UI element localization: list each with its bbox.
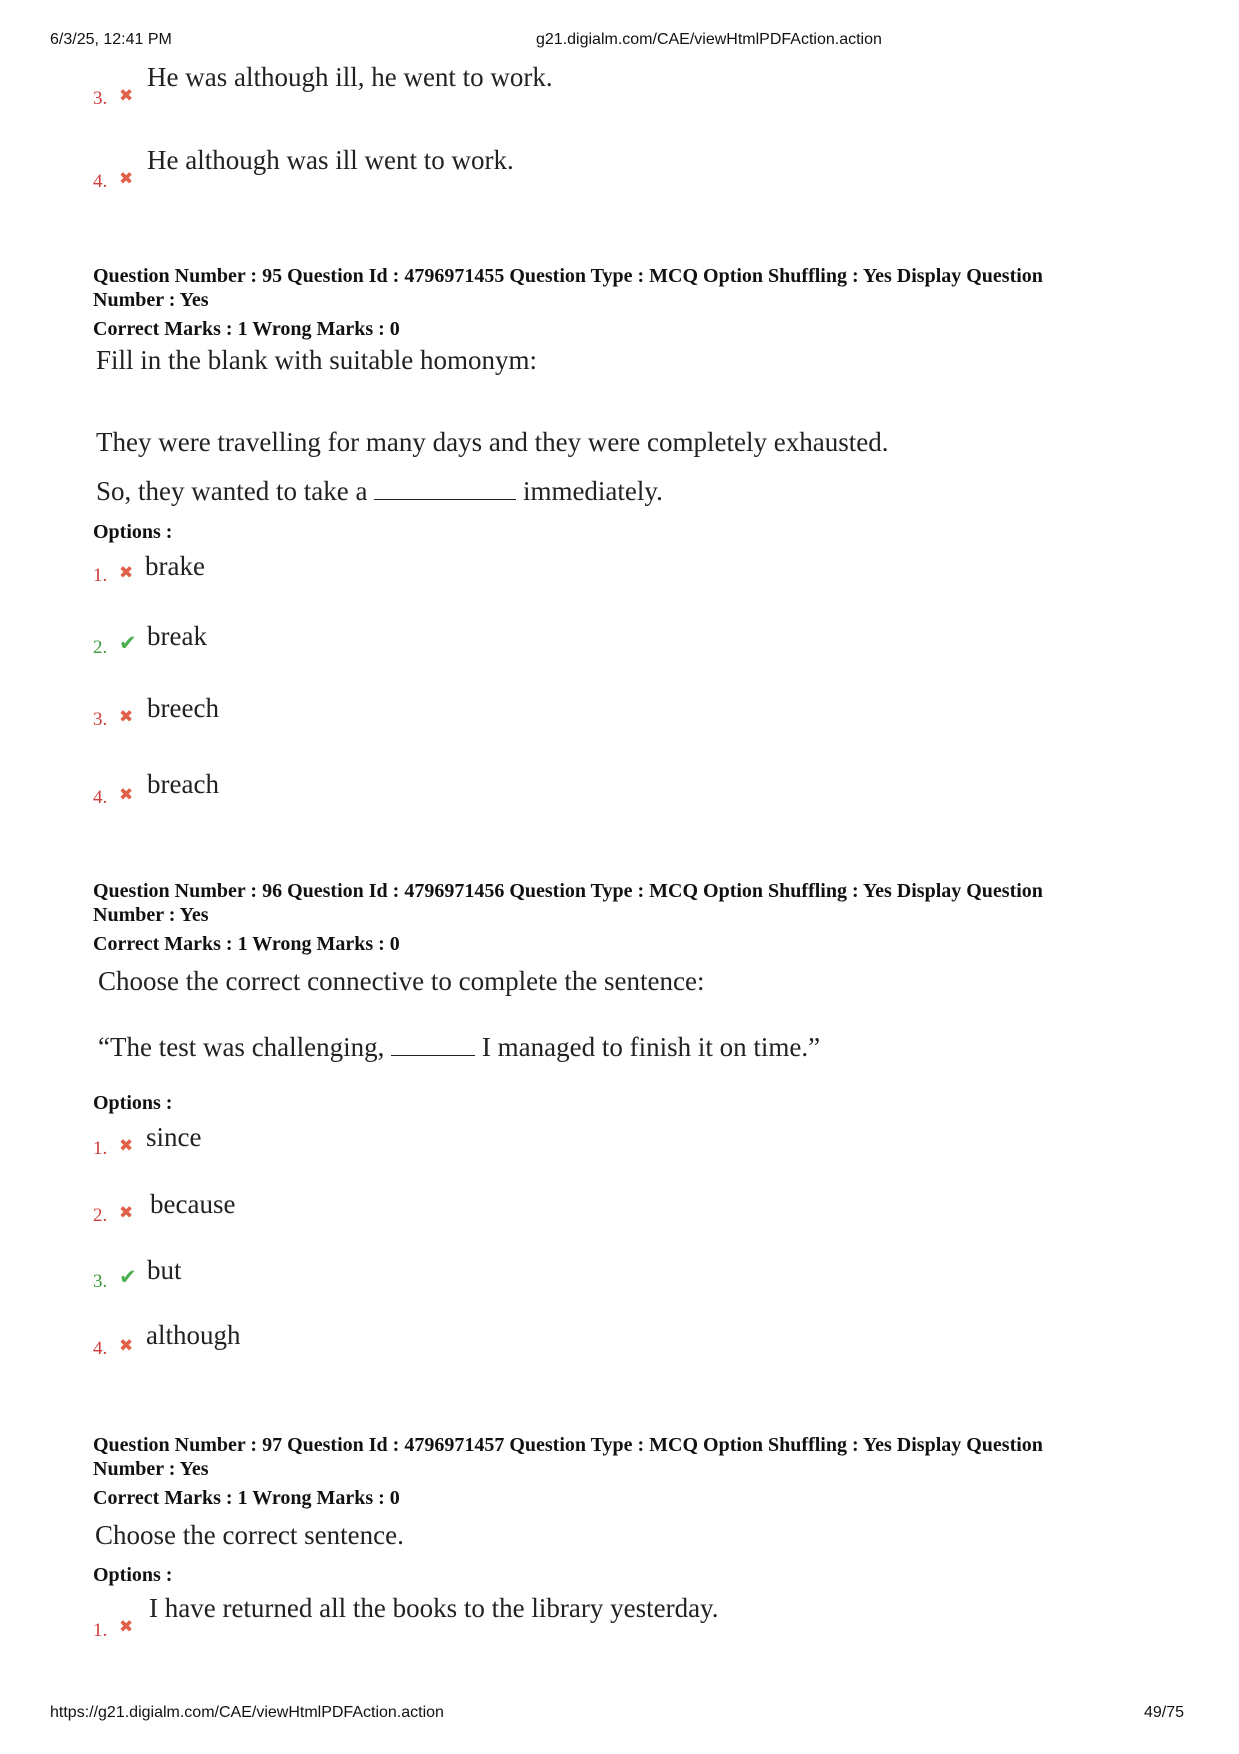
option-text: He although was ill went to work.	[147, 145, 514, 175]
option-number: 2.	[93, 1205, 108, 1226]
cross-icon: ✖	[119, 785, 134, 805]
cross-icon: ✖	[119, 1617, 134, 1637]
question-meta-line: Question Number : 96 Question Id : 4796971456 Question Type : MCQ Option Shuffling : Yes Display Question	[93, 880, 1043, 902]
question-97-instruction: Choose the correct sentence.	[95, 1520, 404, 1550]
option-text: breach	[147, 769, 219, 799]
cross-icon: ✖	[119, 707, 134, 727]
question-meta-line: Question Number : 95 Question Id : 4796971455 Question Type : MCQ Option Shuffling : Yes Display Question	[93, 265, 1043, 287]
question-marks: Correct Marks : 1 Wrong Marks : 0	[93, 933, 400, 955]
sentence-part: So, they wanted to take a	[96, 476, 368, 506]
cross-icon: ✖	[119, 1336, 134, 1356]
option-number: 4.	[93, 787, 108, 808]
check-icon: ✔	[119, 1265, 137, 1289]
check-icon: ✔	[119, 631, 137, 655]
option-number: 4.	[93, 1338, 108, 1359]
sentence-part: immediately.	[522, 476, 663, 506]
option-number: 2.	[93, 637, 108, 658]
cross-icon: ✖	[119, 1203, 134, 1223]
cross-icon: ✖	[119, 169, 134, 189]
page-number: 49/75	[1144, 1704, 1185, 1721]
answer-blank	[391, 1054, 475, 1056]
option-number: 3.	[93, 709, 108, 730]
question-96-sentence	[98, 1032, 1178, 1063]
option-number: 1.	[93, 565, 108, 586]
question-meta-line: Question Number : 97 Question Id : 4796971457 Question Type : MCQ Option Shuffling : Yes Display Question	[93, 1434, 1043, 1456]
question-meta-line: Number : Yes	[93, 289, 209, 311]
option-text: brake	[145, 551, 205, 581]
question-97-meta	[93, 1433, 1173, 1510]
options-label: Options :	[93, 1092, 173, 1114]
question-95-sentence-1: They were travelling for many days and they were completely exhausted.	[96, 427, 889, 457]
options-label: Options :	[93, 1564, 173, 1586]
option-text: because	[150, 1189, 236, 1219]
cross-icon: ✖	[119, 563, 134, 583]
cross-icon: ✖	[119, 86, 134, 106]
question-95-meta	[93, 264, 1173, 341]
answer-blank	[374, 498, 516, 500]
question-meta-line: Number : Yes	[93, 1458, 209, 1480]
options-label: Options :	[93, 521, 173, 543]
option-text: but	[147, 1255, 182, 1285]
question-meta-line: Number : Yes	[93, 904, 209, 926]
question-marks: Correct Marks : 1 Wrong Marks : 0	[93, 1487, 400, 1509]
cross-icon: ✖	[119, 1136, 134, 1156]
option-number: 1.	[93, 1138, 108, 1159]
option-text: I have returned all the books to the library yesterday.	[149, 1593, 719, 1623]
option-text: He was although ill, he went to work.	[147, 62, 553, 92]
print-header-url: g21.digialm.com/CAE/viewHtmlPDFAction.action	[536, 31, 882, 48]
sentence-part: “The test was challenging,	[98, 1032, 385, 1062]
question-95-sentence-2	[96, 476, 1176, 507]
option-text: although	[146, 1320, 241, 1350]
question-96-instruction: Choose the correct connective to complete the sentence:	[98, 966, 705, 996]
print-datetime: 6/3/25, 12:41 PM	[50, 31, 172, 48]
option-number: 1.	[93, 1620, 108, 1641]
print-footer-url: https://g21.digialm.com/CAE/viewHtmlPDFAction.action	[50, 1704, 444, 1721]
option-number: 3.	[93, 88, 108, 109]
question-95-instruction: Fill in the blank with suitable homonym:	[96, 345, 537, 375]
option-text: breech	[147, 693, 219, 723]
option-number: 3.	[93, 1271, 108, 1292]
option-text: since	[146, 1122, 202, 1152]
question-marks: Correct Marks : 1 Wrong Marks : 0	[93, 318, 400, 340]
option-number: 4.	[93, 171, 108, 192]
question-96-meta	[93, 879, 1173, 956]
option-text: break	[147, 621, 207, 651]
sentence-part: I managed to finish it on time.”	[481, 1032, 821, 1062]
